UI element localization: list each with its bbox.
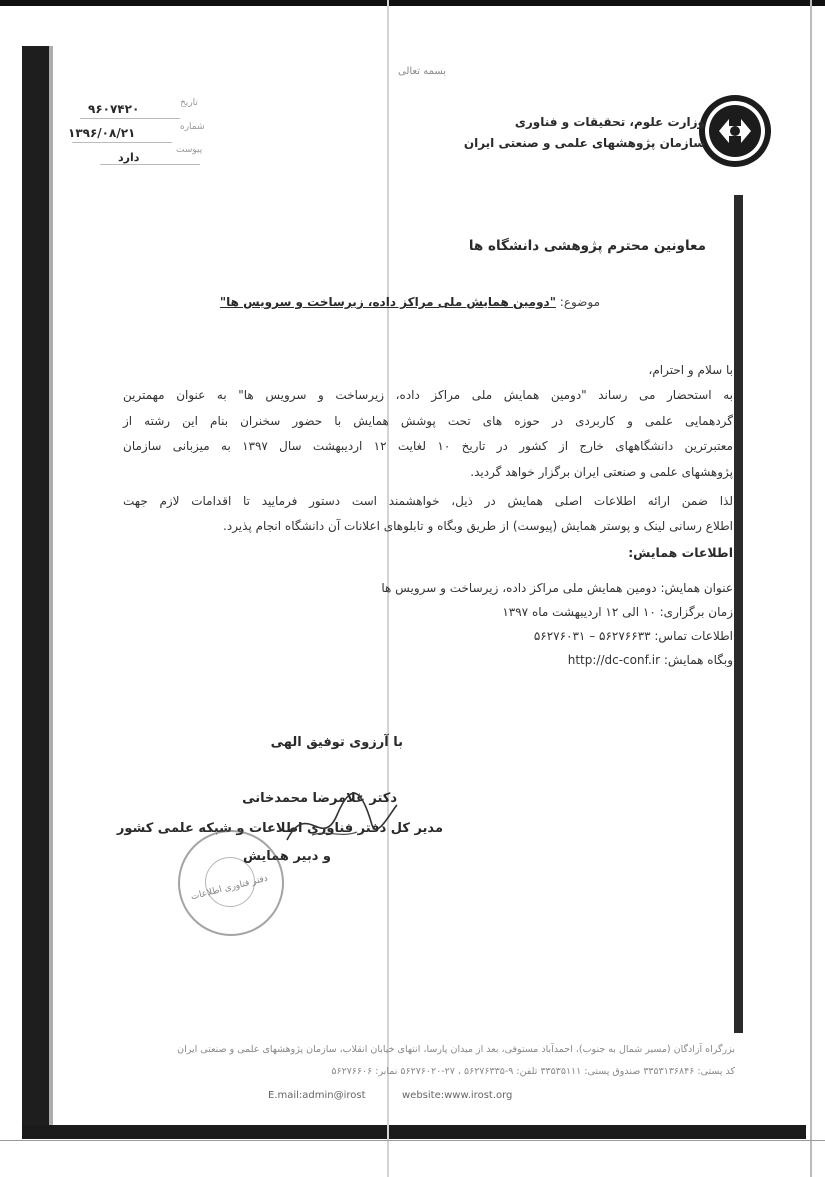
- recipient: معاونین محترم پژوهشی دانشگاه ها: [468, 238, 706, 254]
- stamp-text: دفتر فناوری اطلاعات: [189, 873, 269, 903]
- signer-title: مدیر کل دفتر فناوری اطلاعات و شبکه علمی کشور: [116, 821, 443, 836]
- paragraph-line: اطلاع رسانی لینک و پوستر همایش (پیوست) از طریق وبگاه و تابلوهای اعلانات آن دانشگاه انجام پذیرد.: [223, 519, 733, 533]
- irost-logo-icon: [697, 93, 773, 169]
- date-label: تاریخ: [180, 98, 198, 108]
- attachment-label: پیوست: [176, 145, 203, 155]
- scan-edge-top: [0, 0, 825, 6]
- subject-value: "دومین همایش ملی مراکز داده، زیرساخت و سرویس ها": [219, 295, 556, 309]
- paragraph-line: به استحضار می رساند "دومین همایش ملی مراکز داده، زیرساخت و سرویس ها" به عنوان مهمترین: [123, 388, 733, 402]
- header-rule: [72, 142, 172, 143]
- scan-edge-left: [22, 46, 49, 1139]
- greeting: با سلام و احترام،: [648, 363, 733, 377]
- basmala: بسمه تعالی: [398, 66, 447, 77]
- scan-edge-right: [734, 195, 743, 1033]
- paragraph-line: لذا ضمن ارائه اطلاعات اصلی همایش در ذیل، خواهشمند است دستور فرمایید تا اقدامات لازم جهت: [123, 494, 733, 508]
- conference-contact-row: اطلاعات تماس: ۵۶۲۷۶۶۳۳ – ۵۶۲۷۶۰۳۱: [533, 629, 733, 643]
- attachment-value: دارد: [118, 151, 140, 164]
- paragraph-line: معتبرترین دانشگاههای خارج از کشور در تاریخ ۱۰ لغایت ۱۲ اردیبهشت سال ۱۳۹۷ به میزبانی سازمان: [123, 439, 733, 453]
- conference-info-title: اطلاعات همایش:: [628, 545, 733, 560]
- subject-line: [220, 295, 600, 309]
- page-edge-right: [810, 0, 812, 1177]
- page-edge-bottom: [0, 1140, 825, 1141]
- organization-name: سازمان پژوهشهای علمی و صنعتی ایران: [463, 136, 705, 150]
- signer-title-secondary: و دبیر همایش: [243, 849, 331, 864]
- conference-title-row: عنوان همایش: دومین همایش ملی مراکز داده، زیرساخت و سرویس ها: [381, 581, 733, 595]
- letter-number: ۹۶۰۷۴۲۰: [88, 102, 140, 116]
- header-rule: [80, 118, 180, 119]
- footer-address: بزرگراه آزادگان (مسیر شمال به جنوب)، احمدآباد مستوفی، بعد از میدان پارسا، انتهای خیابان انقلاب، سازمان پژوهشهای علمی و صنعتی ایران: [177, 1044, 735, 1055]
- closing-line: با آرزوی توفیق الهی: [270, 735, 403, 750]
- paragraph-line: گردهمایی علمی و کاربردی در حوزه های تحت پوشش همایش با حضور سخنران بنام این رشته از: [123, 414, 733, 428]
- footer-website[interactable]: website:www.irost.org: [402, 1090, 513, 1101]
- website-label: وبگاه همایش:: [663, 653, 733, 667]
- signer-name: دکتر غلامرضا محمدخانی: [242, 791, 397, 806]
- header-rule: [100, 164, 200, 165]
- paragraph-line: پژوهشهای علمی و صنعتی ایران برگزار خواهد گردید.: [470, 465, 733, 479]
- subject-label: موضوع:: [559, 295, 600, 309]
- footer-email[interactable]: E.mail:admin@irost: [268, 1090, 366, 1101]
- handwritten-signature: [282, 780, 402, 860]
- footer-phones: کد پستی: ۳۳۵۳۱۳۶۸۴۶ صندوق پستی: ۳۳۵۳۵۱۱۱ تلفن: ۹-۵۶۲۷۶۳۳۵ ، ۲۷-۵۶۲۷۶۰۲۰ نمابر: ۵۶۲۷۶۶۰۶: [331, 1066, 735, 1077]
- letter-date: ۱۳۹۶/۰۸/۲۱: [68, 126, 136, 140]
- ministry-name: وزارت علوم، تحقیقات و فناوری: [514, 115, 705, 129]
- scan-edge-left-shadow: [49, 46, 53, 1139]
- conference-website-row: [568, 653, 733, 667]
- scan-edge-bottom: [22, 1125, 806, 1139]
- conference-website-link[interactable]: http://dc-conf.ir: [567, 653, 661, 667]
- conference-date-row: زمان برگزاری: ۱۰ الی ۱۲ اردیبهشت ماه ۱۳۹۷: [502, 605, 733, 619]
- number-label: شماره: [180, 122, 205, 132]
